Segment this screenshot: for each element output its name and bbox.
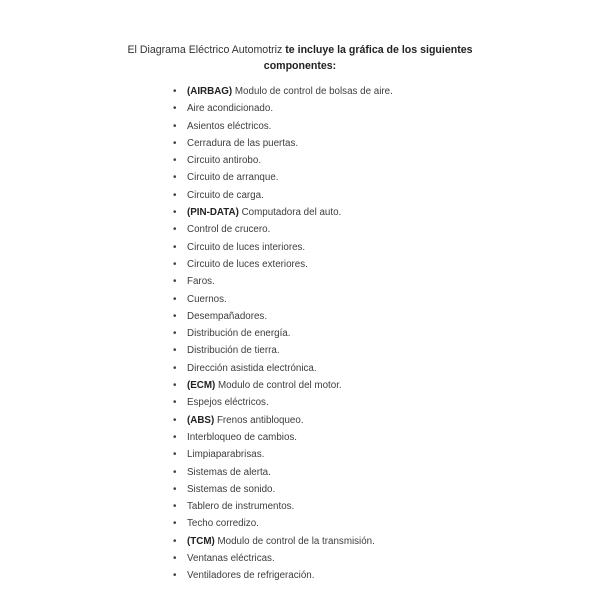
bullet-icon: • — [173, 103, 177, 115]
item-code: (AIRBAG) — [187, 86, 233, 97]
bullet-icon: • — [173, 310, 177, 322]
list-item — [172, 429, 572, 446]
item-text: Circuito de luces exteriores. — [187, 258, 308, 270]
item-text: Circuito de arranque. — [187, 172, 279, 184]
list-item — [172, 169, 572, 186]
list-item — [172, 498, 572, 515]
list-item — [172, 377, 572, 394]
list-item — [172, 239, 572, 256]
item-code: (PIN-DATA) — [187, 207, 239, 219]
item-text: Distribución de tierra. — [187, 345, 280, 357]
bullet-icon: • — [173, 362, 177, 374]
item-text: Cuernos. — [187, 293, 227, 305]
item-text: Techo corredizo. — [187, 518, 259, 530]
list-item — [172, 135, 572, 152]
bullet-icon: • — [173, 276, 177, 288]
list-item — [172, 291, 572, 308]
bullet-icon: • — [173, 483, 177, 495]
item-text: Tablero de instrumentos. — [187, 501, 295, 513]
item-code: (TCM) — [187, 535, 215, 547]
bullet-icon: • — [173, 241, 177, 253]
item-text: Circuito antirobo. — [187, 155, 262, 167]
bullet-icon: • — [173, 155, 177, 167]
list-item — [172, 515, 572, 532]
list-item — [172, 446, 572, 463]
list-item — [172, 325, 572, 342]
list-item — [172, 204, 572, 221]
list-item — [172, 100, 572, 117]
list-item — [172, 360, 572, 377]
bullet-icon: • — [173, 345, 177, 357]
list-item — [172, 394, 572, 411]
item-text: Modulo de control de bolsas de aire. — [232, 86, 393, 97]
bullet-icon: • — [173, 553, 177, 565]
item-text: Distribución de energía. — [187, 328, 291, 340]
list-item — [172, 273, 572, 290]
bullet-icon: • — [173, 449, 177, 461]
item-text: Asientos eléctricos. — [187, 120, 272, 132]
item-text: Ventiladores de refrigeración. — [187, 570, 315, 582]
list-item — [172, 567, 572, 584]
bullet-icon: • — [173, 431, 177, 443]
list-item — [172, 83, 572, 100]
item-text: Faros. — [187, 276, 215, 288]
bullet-icon: • — [173, 414, 177, 426]
bullet-icon: • — [173, 518, 177, 530]
bullet-icon: • — [173, 120, 177, 132]
item-text: Dirección asistida electrónica. — [187, 362, 317, 374]
bullet-icon: • — [173, 137, 177, 149]
list-item — [172, 342, 572, 359]
bullet-icon: • — [173, 328, 177, 340]
bullet-icon: • — [173, 224, 177, 236]
item-text: Modulo de control de la transmisión. — [214, 535, 375, 547]
item-text: Aire acondicionado. — [187, 103, 274, 115]
item-text: Circuito de carga. — [187, 189, 264, 201]
list-item — [172, 481, 572, 498]
item-code: (ECM) — [187, 380, 216, 392]
intro-paragraph — [0, 42, 600, 74]
intro-line-2 — [0, 58, 600, 74]
bullet-icon: • — [173, 466, 177, 478]
component-list — [172, 83, 572, 585]
item-text: Sistemas de alerta. — [187, 466, 271, 478]
item-text: Computadora del auto. — [238, 207, 342, 219]
bullet-icon: • — [173, 86, 177, 97]
list-item — [172, 221, 572, 238]
intro-line-1 — [0, 42, 600, 58]
item-text: Frenos antibloqueo. — [214, 414, 304, 426]
bullet-icon: • — [173, 172, 177, 184]
item-text: Cerradura de las puertas. — [187, 137, 299, 149]
item-text: Circuito de luces interiores. — [187, 241, 306, 253]
intro-bold-line-2: componentes: — [263, 60, 337, 72]
list-item — [172, 412, 572, 429]
bullet-icon: • — [173, 207, 177, 219]
bullet-icon: • — [173, 189, 177, 201]
item-text: Interbloqueo de cambios. — [187, 431, 298, 443]
item-text: Ventanas eléctricas. — [187, 553, 275, 565]
item-text: Control de crucero. — [187, 224, 271, 236]
list-item — [172, 152, 572, 169]
bullet-icon: • — [173, 293, 177, 305]
bullet-icon: • — [173, 570, 177, 582]
item-text: Espejos eléctricos. — [187, 397, 269, 409]
intro-bold-line-1: te incluye la gráfica de los siguientes — [285, 44, 473, 56]
bullet-icon: • — [173, 535, 177, 547]
bullet-icon: • — [173, 380, 177, 392]
item-text: Sistemas de sonido. — [187, 483, 276, 495]
list-item — [172, 308, 572, 325]
list-item — [172, 118, 572, 135]
item-code: (ABS) — [187, 414, 215, 426]
list-item — [172, 464, 572, 481]
item-text: Limpiaparabrisas. — [187, 449, 265, 461]
intro-prefix: El Diagrama Eléctrico Automotriz — [127, 44, 286, 56]
list-item — [172, 533, 572, 550]
bullet-icon: • — [173, 397, 177, 409]
bullet-icon: • — [173, 258, 177, 270]
list-item — [172, 256, 572, 273]
list-item — [172, 550, 572, 567]
list-item — [172, 187, 572, 204]
bullet-icon: • — [173, 501, 177, 513]
item-text: Desempañadores. — [187, 310, 268, 322]
item-text: Modulo de control del motor. — [215, 380, 342, 392]
